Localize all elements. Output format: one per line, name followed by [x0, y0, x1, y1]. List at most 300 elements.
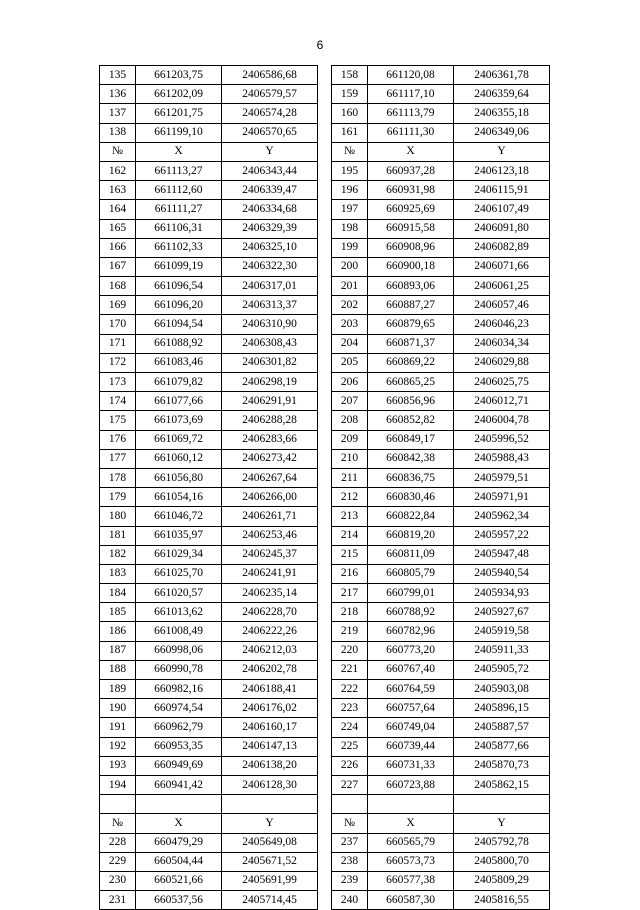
x-coordinate-cell: 660749,04	[368, 718, 454, 737]
y-coordinate-cell: 2406025,75	[454, 373, 550, 392]
table-row	[100, 737, 550, 756]
table-row	[100, 680, 550, 699]
header-row	[100, 142, 550, 161]
x-coordinate-cell: 661069,72	[136, 430, 222, 449]
point-number-cell: 237	[332, 833, 368, 852]
y-header: Y	[222, 814, 318, 833]
y-coordinate-cell: 2405887,57	[454, 718, 550, 737]
point-number-cell: 160	[332, 104, 368, 123]
point-number-cell: 163	[100, 181, 136, 200]
x-coordinate-cell: 661120,08	[368, 66, 454, 85]
y-coordinate-cell: 2405911,33	[454, 641, 550, 660]
number-header: №	[100, 142, 136, 161]
y-coordinate-cell: 2406212,03	[222, 641, 318, 660]
table-row	[100, 296, 550, 315]
y-coordinate-cell: 2405896,15	[454, 699, 550, 718]
x-coordinate-cell: 660842,38	[368, 449, 454, 468]
point-number-cell: 181	[100, 526, 136, 545]
x-coordinate-cell: 661113,79	[368, 104, 454, 123]
point-number-cell: 230	[100, 871, 136, 890]
table-row	[100, 373, 550, 392]
spacer-cell	[100, 795, 136, 814]
y-coordinate-cell: 2405800,70	[454, 852, 550, 871]
table-row	[100, 181, 550, 200]
x-coordinate-cell: 661112,60	[136, 181, 222, 200]
column-gap	[318, 66, 332, 85]
table-row	[100, 411, 550, 430]
column-gap	[318, 181, 332, 200]
x-coordinate-cell: 660537,56	[136, 891, 222, 910]
column-gap	[318, 353, 332, 372]
column-gap	[318, 641, 332, 660]
x-coordinate-cell: 661073,69	[136, 411, 222, 430]
point-number-cell: 210	[332, 449, 368, 468]
y-coordinate-cell: 2406579,57	[222, 85, 318, 104]
y-coordinate-cell: 2406115,91	[454, 181, 550, 200]
table-row	[100, 871, 550, 890]
point-number-cell: 192	[100, 737, 136, 756]
y-header: Y	[454, 142, 550, 161]
column-gap	[318, 277, 332, 296]
point-number-cell: 177	[100, 449, 136, 468]
column-gap	[318, 891, 332, 910]
y-coordinate-cell: 2406012,71	[454, 392, 550, 411]
y-coordinate-cell: 2406128,30	[222, 775, 318, 794]
point-number-cell: 200	[332, 257, 368, 276]
point-number-cell: 169	[100, 296, 136, 315]
table-row	[100, 852, 550, 871]
spacer-cell	[136, 795, 222, 814]
column-gap	[318, 756, 332, 775]
x-coordinate-cell: 661029,34	[136, 545, 222, 564]
point-number-cell: 195	[332, 161, 368, 180]
x-coordinate-cell: 660723,88	[368, 775, 454, 794]
point-number-cell: 188	[100, 660, 136, 679]
y-coordinate-cell: 2406343,44	[222, 161, 318, 180]
column-gap	[318, 718, 332, 737]
point-number-cell: 221	[332, 660, 368, 679]
y-coordinate-cell: 2405671,52	[222, 852, 318, 871]
y-coordinate-cell: 2405714,45	[222, 891, 318, 910]
point-number-cell: 175	[100, 411, 136, 430]
table-row	[100, 353, 550, 372]
column-gap	[318, 871, 332, 890]
table-row	[100, 699, 550, 718]
point-number-cell: 178	[100, 468, 136, 487]
point-number-cell: 226	[332, 756, 368, 775]
x-coordinate-cell: 660856,96	[368, 392, 454, 411]
y-coordinate-cell: 2405927,67	[454, 603, 550, 622]
point-number-cell: 187	[100, 641, 136, 660]
y-header: Y	[454, 814, 550, 833]
y-coordinate-cell: 2406266,00	[222, 488, 318, 507]
y-coordinate-cell: 2406176,02	[222, 699, 318, 718]
x-coordinate-cell: 660788,92	[368, 603, 454, 622]
table-row	[100, 507, 550, 526]
x-coordinate-cell: 660852,82	[368, 411, 454, 430]
y-coordinate-cell: 2405905,72	[454, 660, 550, 679]
column-gap	[318, 564, 332, 583]
x-coordinate-cell: 660879,65	[368, 315, 454, 334]
x-coordinate-cell: 661013,62	[136, 603, 222, 622]
y-coordinate-cell: 2406329,39	[222, 219, 318, 238]
y-coordinate-cell: 2406291,91	[222, 392, 318, 411]
spacer-cell	[454, 795, 550, 814]
column-gap	[318, 200, 332, 219]
table-row	[100, 430, 550, 449]
point-number-cell: 186	[100, 622, 136, 641]
point-number-cell: 165	[100, 219, 136, 238]
point-number-cell: 173	[100, 373, 136, 392]
y-coordinate-cell: 2406308,43	[222, 334, 318, 353]
point-number-cell: 172	[100, 353, 136, 372]
y-coordinate-cell: 2405979,51	[454, 468, 550, 487]
y-coordinate-cell: 2405792,78	[454, 833, 550, 852]
point-number-cell: 204	[332, 334, 368, 353]
column-gap	[318, 161, 332, 180]
x-coordinate-cell: 660931,98	[368, 181, 454, 200]
table-row	[100, 526, 550, 545]
x-coordinate-cell: 661202,09	[136, 85, 222, 104]
x-header: X	[368, 142, 454, 161]
column-gap	[318, 85, 332, 104]
point-number-cell: 207	[332, 392, 368, 411]
x-coordinate-cell: 661088,92	[136, 334, 222, 353]
y-coordinate-cell: 2405816,55	[454, 891, 550, 910]
column-gap	[318, 603, 332, 622]
coordinates-table	[99, 65, 550, 910]
x-coordinate-cell: 661056,80	[136, 468, 222, 487]
point-number-cell: 183	[100, 564, 136, 583]
point-number-cell: 189	[100, 680, 136, 699]
y-coordinate-cell: 2405940,54	[454, 564, 550, 583]
header-row	[100, 814, 550, 833]
point-number-cell: 137	[100, 104, 136, 123]
y-coordinate-cell: 2405649,08	[222, 833, 318, 852]
x-coordinate-cell: 660915,58	[368, 219, 454, 238]
table-row	[100, 277, 550, 296]
x-coordinate-cell: 661077,66	[136, 392, 222, 411]
table-row	[100, 66, 550, 85]
column-gap	[318, 411, 332, 430]
table-row	[100, 468, 550, 487]
x-coordinate-cell: 661094,54	[136, 315, 222, 334]
point-number-cell: 135	[100, 66, 136, 85]
point-number-cell: 161	[332, 123, 368, 142]
x-coordinate-cell: 660937,28	[368, 161, 454, 180]
y-coordinate-cell: 2406301,82	[222, 353, 318, 372]
y-coordinate-cell: 2406359,64	[454, 85, 550, 104]
column-gap	[318, 737, 332, 756]
point-number-cell: 211	[332, 468, 368, 487]
y-coordinate-cell: 2405957,22	[454, 526, 550, 545]
point-number-cell: 158	[332, 66, 368, 85]
point-number-cell: 196	[332, 181, 368, 200]
table-row	[100, 775, 550, 794]
table-row	[100, 564, 550, 583]
x-coordinate-cell: 660573,73	[368, 852, 454, 871]
point-number-cell: 205	[332, 353, 368, 372]
x-coordinate-cell: 661008,49	[136, 622, 222, 641]
point-number-cell: 171	[100, 334, 136, 353]
table-row	[100, 315, 550, 334]
spacer-cell	[222, 795, 318, 814]
page-number: 6	[316, 38, 324, 52]
column-gap	[318, 852, 332, 871]
x-coordinate-cell: 660908,96	[368, 238, 454, 257]
x-coordinate-cell: 661025,70	[136, 564, 222, 583]
y-coordinate-cell: 2406574,28	[222, 104, 318, 123]
y-coordinate-cell: 2405691,99	[222, 871, 318, 890]
table-row	[100, 891, 550, 910]
point-number-cell: 199	[332, 238, 368, 257]
number-header: №	[332, 142, 368, 161]
table-row	[100, 622, 550, 641]
x-coordinate-cell: 660849,17	[368, 430, 454, 449]
x-coordinate-cell: 661111,30	[368, 123, 454, 142]
y-coordinate-cell: 2406160,17	[222, 718, 318, 737]
y-coordinate-cell: 2406361,78	[454, 66, 550, 85]
x-coordinate-cell: 661099,19	[136, 257, 222, 276]
y-coordinate-cell: 2406349,06	[454, 123, 550, 142]
point-number-cell: 209	[332, 430, 368, 449]
point-number-cell: 240	[332, 891, 368, 910]
y-coordinate-cell: 2406138,20	[222, 756, 318, 775]
x-coordinate-cell: 660982,16	[136, 680, 222, 699]
y-coordinate-cell: 2406057,46	[454, 296, 550, 315]
point-number-cell: 208	[332, 411, 368, 430]
number-header: №	[100, 814, 136, 833]
y-coordinate-cell: 2406046,23	[454, 315, 550, 334]
x-coordinate-cell: 660990,78	[136, 660, 222, 679]
column-gap	[318, 334, 332, 353]
x-coordinate-cell: 660925,69	[368, 200, 454, 219]
y-coordinate-cell: 2406273,42	[222, 449, 318, 468]
x-coordinate-cell: 660565,79	[368, 833, 454, 852]
table-row	[100, 603, 550, 622]
x-coordinate-cell: 661035,97	[136, 526, 222, 545]
point-number-cell: 193	[100, 756, 136, 775]
x-coordinate-cell: 661060,12	[136, 449, 222, 468]
x-coordinate-cell: 660731,33	[368, 756, 454, 775]
y-coordinate-cell: 2406071,66	[454, 257, 550, 276]
y-coordinate-cell: 2406091,80	[454, 219, 550, 238]
x-coordinate-cell: 660479,29	[136, 833, 222, 852]
table-row	[100, 161, 550, 180]
point-number-cell: 227	[332, 775, 368, 794]
y-coordinate-cell: 2405996,52	[454, 430, 550, 449]
point-number-cell: 174	[100, 392, 136, 411]
point-number-cell: 184	[100, 584, 136, 603]
column-gap	[318, 699, 332, 718]
y-coordinate-cell: 2406004,78	[454, 411, 550, 430]
point-number-cell: 180	[100, 507, 136, 526]
column-gap	[318, 449, 332, 468]
table-row	[100, 392, 550, 411]
point-number-cell: 201	[332, 277, 368, 296]
column-gap	[318, 392, 332, 411]
point-number-cell: 159	[332, 85, 368, 104]
point-number-cell: 229	[100, 852, 136, 871]
table-row	[100, 584, 550, 603]
y-coordinate-cell: 2406202,78	[222, 660, 318, 679]
y-coordinate-cell: 2406317,01	[222, 277, 318, 296]
column-gap	[318, 660, 332, 679]
x-coordinate-cell: 660830,46	[368, 488, 454, 507]
number-header: №	[332, 814, 368, 833]
point-number-cell: 191	[100, 718, 136, 737]
point-number-cell: 202	[332, 296, 368, 315]
column-gap	[318, 680, 332, 699]
x-coordinate-cell: 660900,18	[368, 257, 454, 276]
x-coordinate-cell: 660757,64	[368, 699, 454, 718]
column-gap	[318, 257, 332, 276]
x-coordinate-cell: 661117,10	[368, 85, 454, 104]
x-coordinate-cell: 661020,57	[136, 584, 222, 603]
y-coordinate-cell: 2406228,70	[222, 603, 318, 622]
x-coordinate-cell: 660998,06	[136, 641, 222, 660]
y-coordinate-cell: 2406570,65	[222, 123, 318, 142]
x-coordinate-cell: 661203,75	[136, 66, 222, 85]
x-coordinate-cell: 660799,01	[368, 584, 454, 603]
point-number-cell: 168	[100, 277, 136, 296]
point-number-cell: 166	[100, 238, 136, 257]
x-coordinate-cell: 660811,09	[368, 545, 454, 564]
y-coordinate-cell: 2406267,64	[222, 468, 318, 487]
spacer-cell	[318, 795, 332, 814]
column-gap	[318, 219, 332, 238]
y-coordinate-cell: 2406355,18	[454, 104, 550, 123]
table-row	[100, 85, 550, 104]
x-coordinate-cell: 661096,54	[136, 277, 222, 296]
y-coordinate-cell: 2406313,37	[222, 296, 318, 315]
x-coordinate-cell: 661083,46	[136, 353, 222, 372]
x-coordinate-cell: 661106,31	[136, 219, 222, 238]
table-row	[100, 545, 550, 564]
x-coordinate-cell: 660887,27	[368, 296, 454, 315]
spacer-cell	[368, 795, 454, 814]
y-coordinate-cell: 2406288,28	[222, 411, 318, 430]
table-row	[100, 756, 550, 775]
x-coordinate-cell: 660865,25	[368, 373, 454, 392]
point-number-cell: 231	[100, 891, 136, 910]
point-number-cell: 222	[332, 680, 368, 699]
point-number-cell: 212	[332, 488, 368, 507]
table-row	[100, 257, 550, 276]
y-coordinate-cell: 2406082,89	[454, 238, 550, 257]
y-coordinate-cell: 2406235,14	[222, 584, 318, 603]
x-header: X	[368, 814, 454, 833]
point-number-cell: 215	[332, 545, 368, 564]
y-coordinate-cell: 2405988,43	[454, 449, 550, 468]
column-gap	[318, 775, 332, 794]
x-header: X	[136, 814, 222, 833]
x-header: X	[136, 142, 222, 161]
x-coordinate-cell: 660587,30	[368, 891, 454, 910]
column-gap	[318, 296, 332, 315]
column-gap	[318, 430, 332, 449]
point-number-cell: 223	[332, 699, 368, 718]
y-coordinate-cell: 2405971,91	[454, 488, 550, 507]
table-row	[100, 123, 550, 142]
table-row	[100, 238, 550, 257]
table-row	[100, 660, 550, 679]
table-row	[100, 718, 550, 737]
y-coordinate-cell: 2406241,91	[222, 564, 318, 583]
point-number-cell: 162	[100, 161, 136, 180]
x-coordinate-cell: 660819,20	[368, 526, 454, 545]
point-number-cell: 138	[100, 123, 136, 142]
x-coordinate-cell: 660974,54	[136, 699, 222, 718]
x-coordinate-cell: 660521,66	[136, 871, 222, 890]
x-coordinate-cell: 660739,44	[368, 737, 454, 756]
point-number-cell: 190	[100, 699, 136, 718]
y-coordinate-cell: 2406061,25	[454, 277, 550, 296]
x-coordinate-cell: 660869,22	[368, 353, 454, 372]
table-row	[100, 641, 550, 660]
y-coordinate-cell: 2406123,18	[454, 161, 550, 180]
y-coordinate-cell: 2406298,19	[222, 373, 318, 392]
x-coordinate-cell: 660836,75	[368, 468, 454, 487]
point-number-cell: 216	[332, 564, 368, 583]
x-coordinate-cell: 660577,38	[368, 871, 454, 890]
column-gap	[318, 468, 332, 487]
x-coordinate-cell: 660764,59	[368, 680, 454, 699]
table-row	[100, 449, 550, 468]
y-coordinate-cell: 2405962,34	[454, 507, 550, 526]
point-number-cell: 217	[332, 584, 368, 603]
table-row	[100, 200, 550, 219]
point-number-cell: 239	[332, 871, 368, 890]
column-gap	[318, 622, 332, 641]
y-coordinate-cell: 2406222,26	[222, 622, 318, 641]
point-number-cell: 220	[332, 641, 368, 660]
column-gap	[318, 526, 332, 545]
point-number-cell: 238	[332, 852, 368, 871]
point-number-cell: 213	[332, 507, 368, 526]
point-number-cell: 218	[332, 603, 368, 622]
x-coordinate-cell: 661113,27	[136, 161, 222, 180]
point-number-cell: 167	[100, 257, 136, 276]
point-number-cell: 214	[332, 526, 368, 545]
column-gap	[318, 123, 332, 142]
spacer-cell	[332, 795, 368, 814]
x-coordinate-cell: 660949,69	[136, 756, 222, 775]
column-gap	[318, 315, 332, 334]
x-coordinate-cell: 660962,79	[136, 718, 222, 737]
x-coordinate-cell: 660822,84	[368, 507, 454, 526]
point-number-cell: 182	[100, 545, 136, 564]
y-coordinate-cell: 2406283,66	[222, 430, 318, 449]
point-number-cell: 194	[100, 775, 136, 794]
x-coordinate-cell: 661199,10	[136, 123, 222, 142]
point-number-cell: 197	[332, 200, 368, 219]
x-coordinate-cell: 660805,79	[368, 564, 454, 583]
y-coordinate-cell: 2406334,68	[222, 200, 318, 219]
point-number-cell: 136	[100, 85, 136, 104]
table-row	[100, 488, 550, 507]
point-number-cell: 185	[100, 603, 136, 622]
y-coordinate-cell: 2406261,71	[222, 507, 318, 526]
y-coordinate-cell: 2405862,15	[454, 775, 550, 794]
x-coordinate-cell: 660953,35	[136, 737, 222, 756]
y-header: Y	[222, 142, 318, 161]
x-coordinate-cell: 660893,06	[368, 277, 454, 296]
column-gap	[318, 104, 332, 123]
point-number-cell: 224	[332, 718, 368, 737]
y-coordinate-cell: 2406586,68	[222, 66, 318, 85]
point-number-cell: 219	[332, 622, 368, 641]
